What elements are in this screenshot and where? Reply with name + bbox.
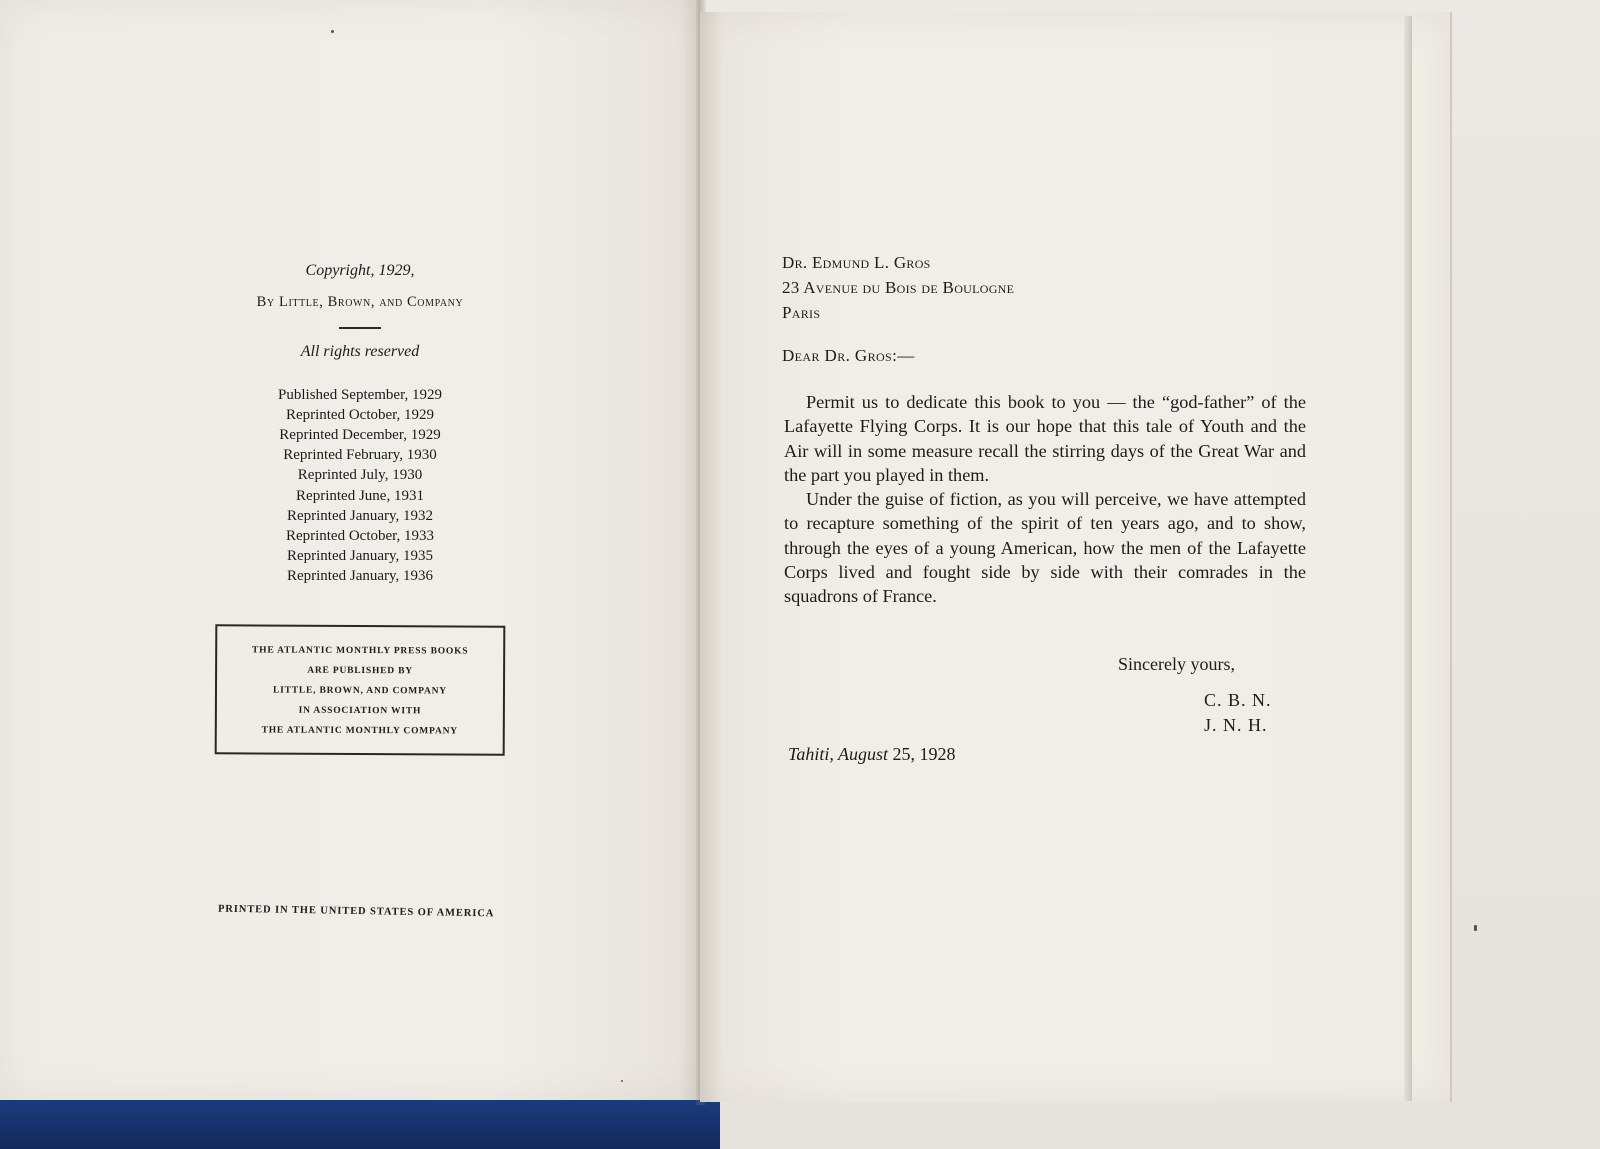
address-line: Dr. Edmund L. Gros <box>782 253 931 272</box>
right-page-edge <box>1404 16 1412 1101</box>
printing-line: Reprinted February, 1930 <box>283 447 437 464</box>
divider-rule <box>339 327 381 329</box>
initials-line: J. N. H. <box>1204 715 1268 735</box>
dedication-address <box>782 250 1014 325</box>
place-and-date <box>788 744 956 765</box>
closing: Sincerely yours, <box>1118 654 1235 674</box>
printing-line: Reprinted January, 1936 <box>286 568 434 585</box>
press-box-line: IN ASSOCIATION WITH <box>298 705 422 717</box>
printing-line: Reprinted January, 1932 <box>286 507 434 524</box>
printing-history <box>180 385 540 587</box>
copyright-line: Copyright, 1929, <box>305 262 415 279</box>
printing-line: Reprinted October, 1929 <box>285 406 435 423</box>
letter-paragraph: Under the guise of fiction, as you will perceive, we have attempted to recapture something of the spirit of ten years ago, and to show, through the eyes of a young American, how the men of the Lafayette Corps lived and fought side by side with their comrades in the squadrons of France. <box>784 489 1306 607</box>
copyright-block <box>180 255 540 587</box>
press-notice-box <box>215 624 506 756</box>
press-box-line: THE ATLANTIC MONTHLY COMPANY <box>261 725 458 737</box>
press-box-line: THE ATLANTIC MONTHLY PRESS BOOKS <box>251 645 469 657</box>
printing-line: Reprinted June, 1931 <box>296 487 424 504</box>
printing-line: Published September, 1929 <box>278 386 442 403</box>
place: Tahiti, August <box>788 744 889 764</box>
dedication-letter <box>784 390 1306 609</box>
printing-line: Reprinted December, 1929 <box>279 426 441 443</box>
salutation: Dear Dr. Gros:— <box>782 346 915 365</box>
printing-line: Reprinted July, 1930 <box>297 467 423 484</box>
left-page <box>0 0 700 1100</box>
letter-paragraph: Permit us to dedicate this book to you — the “god-father” of the Lafayette Flying Corps. It is our hope that this tale of Youth and the Air will in some measure recall the stirring days of the Great War and the part you played in them. <box>784 392 1306 485</box>
initials-line: C. B. N. <box>1204 690 1272 710</box>
printing-line: Reprinted January, 1935 <box>286 548 434 565</box>
press-box-line: LITTLE, BROWN, AND COMPANY <box>272 685 448 697</box>
date: 25, 1928 <box>892 744 956 764</box>
paper-speck <box>331 30 334 33</box>
signatures <box>1204 688 1272 738</box>
printing-line: Reprinted October, 1933 <box>285 527 435 544</box>
publisher-line: By Little, Brown, and Company <box>256 294 464 310</box>
printed-in-notice: PRINTED IN THE UNITED STATES OF AMERICA <box>217 903 495 920</box>
address-line: Paris <box>782 303 821 322</box>
paper-speck <box>621 1080 623 1082</box>
press-box-line: ARE PUBLISHED BY <box>307 665 413 677</box>
address-line: 23 Avenue du Bois de Boulogne <box>782 278 1015 297</box>
paper-speck <box>1474 925 1477 931</box>
rights-reserved: All rights reserved <box>300 342 420 360</box>
